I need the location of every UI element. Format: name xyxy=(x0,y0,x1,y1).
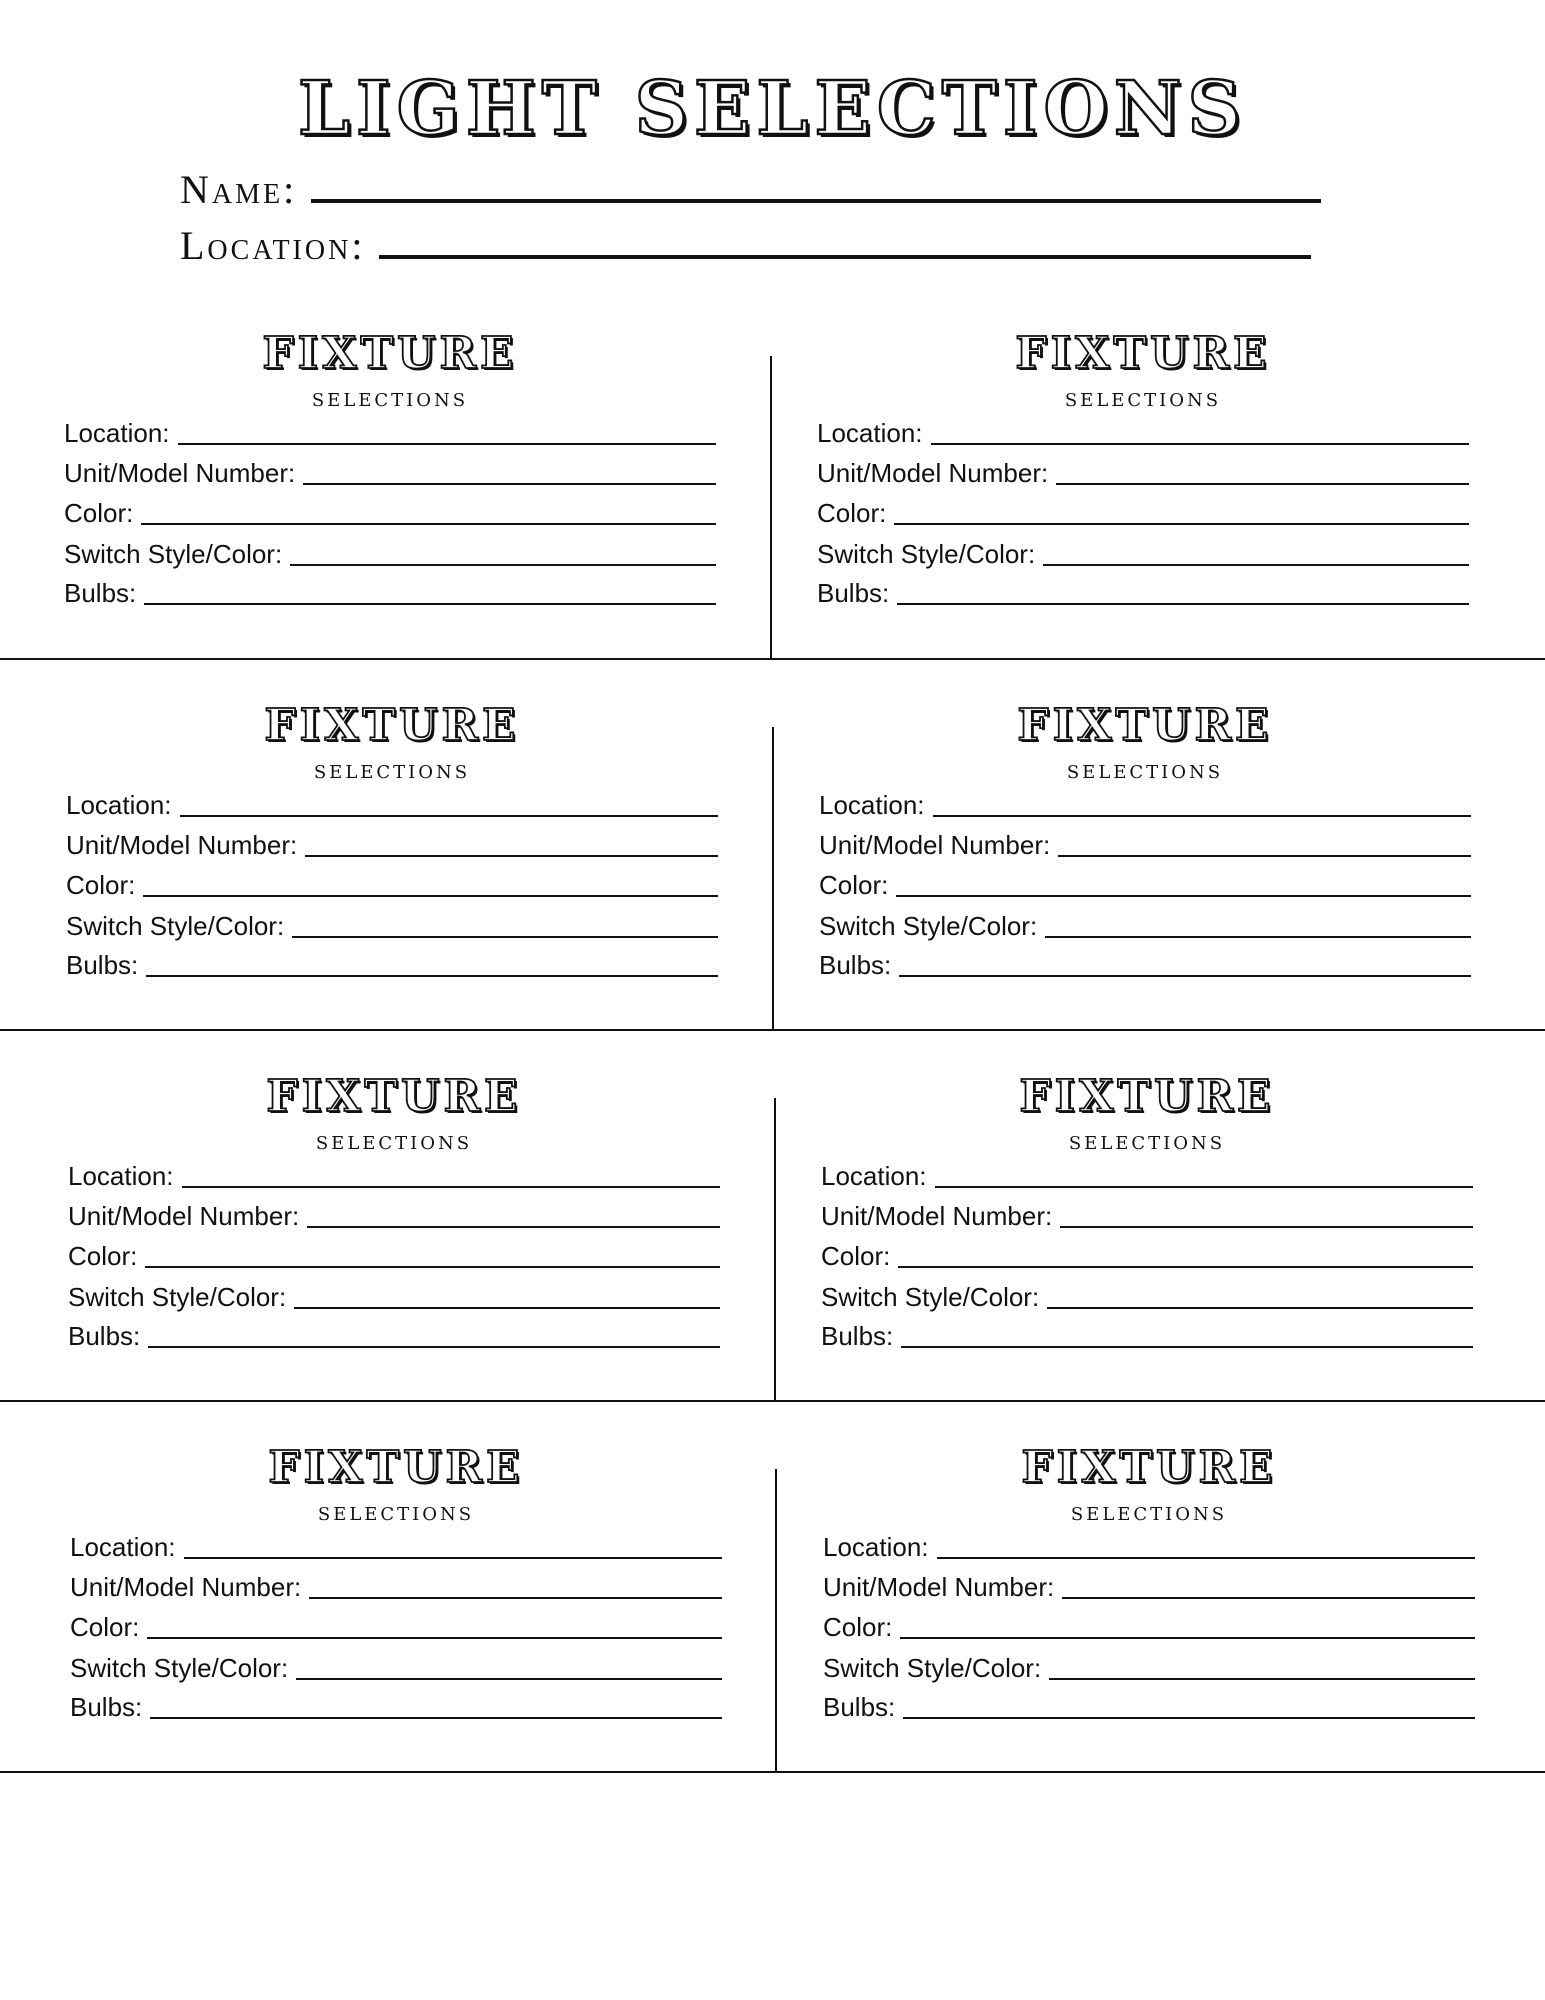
field-row xyxy=(819,870,1471,901)
field-input-line[interactable] xyxy=(141,523,716,525)
field-label: Location: xyxy=(64,418,170,448)
field-row xyxy=(66,950,718,981)
location-label: Location: xyxy=(180,223,366,268)
field-row xyxy=(70,1653,722,1684)
row-divider xyxy=(0,1029,1545,1031)
field-row xyxy=(821,1161,1473,1192)
field-row xyxy=(66,911,718,942)
field-row xyxy=(817,539,1469,570)
field-row xyxy=(823,1612,1475,1643)
field-label: Bulbs: xyxy=(823,1692,896,1722)
location-input-line[interactable] xyxy=(379,255,1311,259)
field-label: Color: xyxy=(819,870,889,900)
field-row xyxy=(68,1161,720,1192)
field-row xyxy=(821,1282,1473,1313)
fixture-card xyxy=(821,1071,1473,1375)
fixture-heading: FIXTURE xyxy=(266,1071,522,1122)
column-divider xyxy=(775,1469,777,1771)
field-input-line[interactable] xyxy=(182,1186,720,1188)
field-row xyxy=(68,1241,720,1272)
field-input-line[interactable] xyxy=(899,975,1471,977)
field-input-line[interactable] xyxy=(150,1717,722,1719)
field-input-line[interactable] xyxy=(148,1346,720,1348)
field-input-line[interactable] xyxy=(143,895,718,897)
field-input-line[interactable] xyxy=(1062,1597,1475,1599)
field-input-line[interactable] xyxy=(145,1266,720,1268)
field-row xyxy=(70,1572,722,1603)
field-input-line[interactable] xyxy=(901,1346,1473,1348)
fixture-subheading: SELECTIONS xyxy=(1068,1133,1226,1154)
field-label: Unit/Model Number: xyxy=(64,458,296,488)
field-label: Unit/Model Number: xyxy=(70,1572,302,1602)
fixture-card xyxy=(70,1442,722,1746)
field-label: Location: xyxy=(70,1532,176,1562)
field-input-line[interactable] xyxy=(931,443,1469,445)
field-label: Color: xyxy=(66,870,136,900)
field-input-line[interactable] xyxy=(894,523,1469,525)
field-input-line[interactable] xyxy=(305,855,718,857)
fixture-subheading: SELECTIONS xyxy=(1064,390,1222,411)
field-input-line[interactable] xyxy=(1047,1307,1473,1309)
field-row xyxy=(823,1692,1475,1723)
field-input-line[interactable] xyxy=(146,975,718,977)
field-row xyxy=(817,458,1469,489)
field-row xyxy=(64,458,716,489)
field-label: Color: xyxy=(70,1612,140,1642)
field-input-line[interactable] xyxy=(1060,1226,1473,1228)
field-label: Bulbs: xyxy=(64,578,137,608)
name-row xyxy=(180,166,1321,213)
field-input-line[interactable] xyxy=(147,1637,722,1639)
field-input-line[interactable] xyxy=(180,815,718,817)
field-row xyxy=(823,1532,1475,1563)
field-label: Color: xyxy=(821,1241,891,1271)
field-row xyxy=(821,1241,1473,1272)
field-label: Switch Style/Color: xyxy=(68,1282,287,1312)
field-row xyxy=(64,539,716,570)
field-label: Bulbs: xyxy=(821,1321,894,1351)
field-label: Unit/Model Number: xyxy=(66,830,298,860)
field-input-line[interactable] xyxy=(903,1717,1475,1719)
field-row xyxy=(817,418,1469,449)
fixture-heading: FIXTURE xyxy=(1019,1071,1275,1122)
field-row xyxy=(66,870,718,901)
field-label: Unit/Model Number: xyxy=(821,1201,1053,1231)
field-label: Switch Style/Color: xyxy=(66,911,285,941)
field-label: Switch Style/Color: xyxy=(823,1653,1042,1683)
field-label: Color: xyxy=(64,498,134,528)
fixture-heading: FIXTURE xyxy=(1015,328,1271,379)
field-label: Bulbs: xyxy=(817,578,890,608)
field-label: Bulbs: xyxy=(70,1692,143,1722)
field-row xyxy=(70,1692,722,1723)
field-input-line[interactable] xyxy=(1058,855,1471,857)
field-label: Unit/Model Number: xyxy=(823,1572,1055,1602)
field-row xyxy=(70,1532,722,1563)
location-row xyxy=(180,222,1311,269)
field-row xyxy=(64,578,716,609)
fixture-card xyxy=(66,700,718,1004)
field-input-line[interactable] xyxy=(896,895,1471,897)
fixture-subheading: SELECTIONS xyxy=(317,1504,475,1525)
row-divider xyxy=(0,1400,1545,1402)
field-row xyxy=(819,950,1471,981)
field-input-line[interactable] xyxy=(294,1307,720,1309)
field-label: Location: xyxy=(68,1161,174,1191)
field-label: Switch Style/Color: xyxy=(819,911,1038,941)
field-row xyxy=(68,1201,720,1232)
field-label: Location: xyxy=(819,790,925,820)
field-input-line[interactable] xyxy=(1049,1678,1475,1680)
field-row xyxy=(817,578,1469,609)
field-label: Location: xyxy=(66,790,172,820)
fixture-subheading: SELECTIONS xyxy=(311,390,469,411)
fixture-subheading: SELECTIONS xyxy=(1070,1504,1228,1525)
field-input-line[interactable] xyxy=(309,1597,722,1599)
field-row xyxy=(66,790,718,821)
field-row xyxy=(64,418,716,449)
field-label: Bulbs: xyxy=(66,950,139,980)
field-label: Color: xyxy=(817,498,887,528)
field-row xyxy=(68,1282,720,1313)
row-divider xyxy=(0,658,1545,660)
field-input-line[interactable] xyxy=(1043,564,1469,566)
field-row xyxy=(817,498,1469,529)
name-label: Name: xyxy=(180,167,298,212)
field-input-line[interactable] xyxy=(1056,483,1469,485)
field-label: Bulbs: xyxy=(68,1321,141,1351)
field-row xyxy=(821,1321,1473,1352)
column-divider xyxy=(774,1098,776,1400)
fixture-heading: FIXTURE xyxy=(1017,700,1273,751)
field-row xyxy=(66,830,718,861)
field-input-line[interactable] xyxy=(935,1186,1473,1188)
field-row xyxy=(64,498,716,529)
field-row xyxy=(68,1321,720,1352)
field-input-line[interactable] xyxy=(178,443,716,445)
field-label: Color: xyxy=(823,1612,893,1642)
field-label: Switch Style/Color: xyxy=(64,539,283,569)
field-input-line[interactable] xyxy=(307,1226,720,1228)
fixture-card xyxy=(68,1071,720,1375)
field-label: Unit/Model Number: xyxy=(68,1201,300,1231)
fixture-subheading: SELECTIONS xyxy=(313,762,471,783)
field-label: Location: xyxy=(821,1161,927,1191)
field-input-line[interactable] xyxy=(933,815,1471,817)
field-label: Location: xyxy=(817,418,923,448)
field-input-line[interactable] xyxy=(292,936,718,938)
fixture-card xyxy=(64,328,716,632)
field-input-line[interactable] xyxy=(303,483,716,485)
field-input-line[interactable] xyxy=(184,1557,722,1559)
field-label: Bulbs: xyxy=(819,950,892,980)
field-row xyxy=(819,830,1471,861)
field-input-line[interactable] xyxy=(296,1678,722,1680)
field-label: Switch Style/Color: xyxy=(817,539,1036,569)
column-divider xyxy=(772,727,774,1029)
field-label: Location: xyxy=(823,1532,929,1562)
field-input-line[interactable] xyxy=(897,603,1469,605)
column-divider xyxy=(770,356,772,658)
field-input-line[interactable] xyxy=(937,1557,1475,1559)
field-label: Unit/Model Number: xyxy=(817,458,1049,488)
fixture-subheading: SELECTIONS xyxy=(1066,762,1224,783)
field-input-line[interactable] xyxy=(898,1266,1473,1268)
fixture-heading: FIXTURE xyxy=(262,328,518,379)
field-input-line[interactable] xyxy=(1045,936,1471,938)
field-row xyxy=(819,790,1471,821)
field-row xyxy=(819,911,1471,942)
field-label: Color: xyxy=(68,1241,138,1271)
field-label: Switch Style/Color: xyxy=(70,1653,289,1683)
field-label: Unit/Model Number: xyxy=(819,830,1051,860)
field-input-line[interactable] xyxy=(900,1637,1475,1639)
field-input-line[interactable] xyxy=(144,603,716,605)
field-label: Switch Style/Color: xyxy=(821,1282,1040,1312)
fixture-heading: FIXTURE xyxy=(264,700,520,751)
field-input-line[interactable] xyxy=(290,564,716,566)
fixture-card xyxy=(817,328,1469,632)
fixture-heading: FIXTURE xyxy=(268,1442,524,1493)
field-row xyxy=(823,1653,1475,1684)
field-row xyxy=(70,1612,722,1643)
field-row xyxy=(823,1572,1475,1603)
name-input-line[interactable] xyxy=(311,199,1321,203)
fixture-card xyxy=(823,1442,1475,1746)
fixture-card xyxy=(819,700,1471,1004)
fixture-heading: FIXTURE xyxy=(1021,1442,1277,1493)
page-title: LIGHT SELECTIONS xyxy=(298,66,1247,152)
row-divider xyxy=(0,1771,1545,1773)
field-row xyxy=(821,1201,1473,1232)
fixture-subheading: SELECTIONS xyxy=(315,1133,473,1154)
